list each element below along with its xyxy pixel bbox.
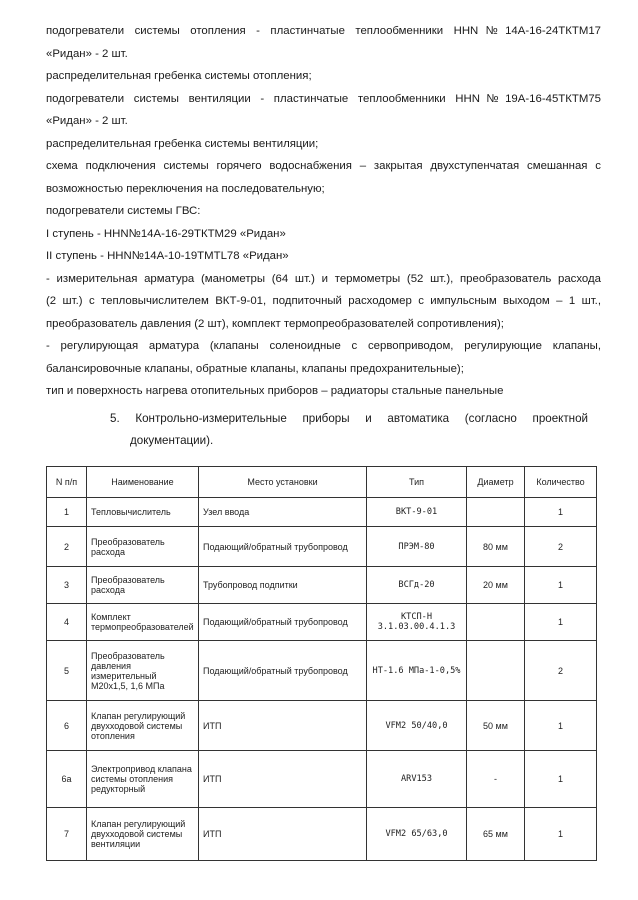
table-cell: 5 [47,641,87,701]
table-row [47,701,597,751]
table-cell: VFM2 65/63,0 [367,808,467,861]
column-header: Место установки [199,467,367,498]
paragraph-line: балансировочные клапаны, обратные клапаны, клапаны предохранительные); [46,362,464,375]
paragraph-line: схема подключения системы горячего водоснабжения – закрытая двухступенчатая смешанная с [46,160,601,172]
column-header: Количество [525,467,597,498]
table-row [47,498,597,527]
column-header: Диаметр [467,467,525,498]
table-row [47,641,597,701]
table-cell: 1 [525,808,597,861]
paragraph-line: преобразователь давления (2 шт), комплект термопреобразователей сопротивления); [46,317,504,330]
table-cell: VFM2 50/40,0 [367,701,467,751]
paragraph-line: «Ридан» - 2 шт. [46,47,128,60]
table-cell: Комплект термопреобразователей [87,604,199,641]
paragraph-line: подогреватели системы отопления - пластинчатые теплообменники ННN№14А-16-24ТКТМ17 [46,25,601,37]
paragraph-line: распределительная гребенка системы отопления; [46,70,312,82]
table-cell: Клапан регулирующий двухходовой системы вентиляции [87,808,199,861]
table-cell: Подающий/обратный трубопровод [199,527,367,567]
paragraph-line: «Ридан» - 2 шт. [46,115,128,127]
table-row [47,604,597,641]
table-cell: 1 [47,498,87,527]
paragraph-line: подогреватели системы вентиляции - пластинчатые теплообменники ННN№19А-16-45ТКТМ75 [46,92,601,105]
paragraph-line: I ступень - ННN№14А-16-29ТКТМ29 «Ридан» [46,227,286,240]
table-cell: Преобразователь давления измерительный М20х1,5, 1,6 МПа [87,641,199,701]
table-cell: 80 мм [467,527,525,567]
paragraph-line: подогреватели системы ГВС: [46,205,201,217]
paragraph-line: - регулирующая арматура (клапаны соленоидные с сервоприводом, регулирующие клапаны, [46,340,601,352]
paragraph-line: распределительная гребенка системы вентиляции; [46,137,319,150]
table-cell: ARV153 [367,751,467,808]
table-cell [467,498,525,527]
table-cell: 2 [47,527,87,567]
table-cell: 3 [47,567,87,604]
table-cell [467,604,525,641]
table-cell: 1 [525,604,597,641]
table-cell: ПРЭМ-80 [367,527,467,567]
table-cell: 6 [47,701,87,751]
column-header: N п/п [47,467,87,498]
paragraph-line: - измерительная арматура (манометры (64 шт.) и термометры (52 шт.), преобразователь расхода [46,272,601,285]
table-header-row [47,467,597,498]
table-cell: 1 [525,751,597,808]
table-cell: Преобразователь расхода [87,567,199,604]
table-cell: Узел ввода [199,498,367,527]
table-cell: Подающий/обратный трубопровод [199,641,367,701]
table-cell: 1 [525,498,597,527]
table-cell: 50 мм [467,701,525,751]
table-row [47,567,597,604]
table-cell: 1 [525,701,597,751]
paragraph-line: II ступень - ННN№14А-10-19ТМТL78 «Ридан» [46,250,289,262]
table-cell: НТ-1.6 МПа-1-0,5% [367,641,467,701]
section-heading-line: документации). [130,434,214,447]
table-cell: Клапан регулирующий двухходовой системы отопления [87,701,199,751]
table-cell: Преобразователь расхода [87,527,199,567]
section-heading-line: 5. Контрольно-измерительные приборы и автоматика (согласно проектной [110,412,588,425]
table-cell: ИТП [199,701,367,751]
table-cell: ИТП [199,808,367,861]
table-cell: КТСП-Н 3.1.03.00.4.1.3 [367,604,467,641]
table-row [47,751,597,808]
table-cell: Трубопровод подпитки [199,567,367,604]
table-cell: 4 [47,604,87,641]
table-cell: 20 мм [467,567,525,604]
table-cell: Подающий/обратный трубопровод [199,604,367,641]
table-cell: 7 [47,808,87,861]
table-cell: 1 [525,567,597,604]
section-heading [110,408,588,452]
table-cell: ИТП [199,751,367,808]
table-cell: Электропривод клапана системы отопления редукторный [87,751,199,808]
paragraph-line: тип и поверхность нагрева отопительных приборов – радиаторы стальные панельные [46,385,504,397]
paragraph-line: возможностью переключения на последовательную; [46,182,325,195]
column-header: Тип [367,467,467,498]
table-cell: ВКТ-9-01 [367,498,467,527]
table-cell [467,641,525,701]
table-cell: - [467,751,525,808]
table-cell: 6а [47,751,87,808]
table-cell: ВСГд-20 [367,567,467,604]
paragraph-line: (2 шт.) с тепловычислителем ВКТ-9-01, подпиточный расходомер с импульсным выходом – 1 шт., [46,295,601,307]
table-cell: 2 [525,641,597,701]
table-row [47,527,597,567]
table-cell: 65 мм [467,808,525,861]
table-row [47,808,597,861]
instruments-table [46,466,597,861]
table-cell: 2 [525,527,597,567]
column-header: Наименование [87,467,199,498]
body-text [46,20,601,403]
table-cell: Тепловычислитель [87,498,199,527]
